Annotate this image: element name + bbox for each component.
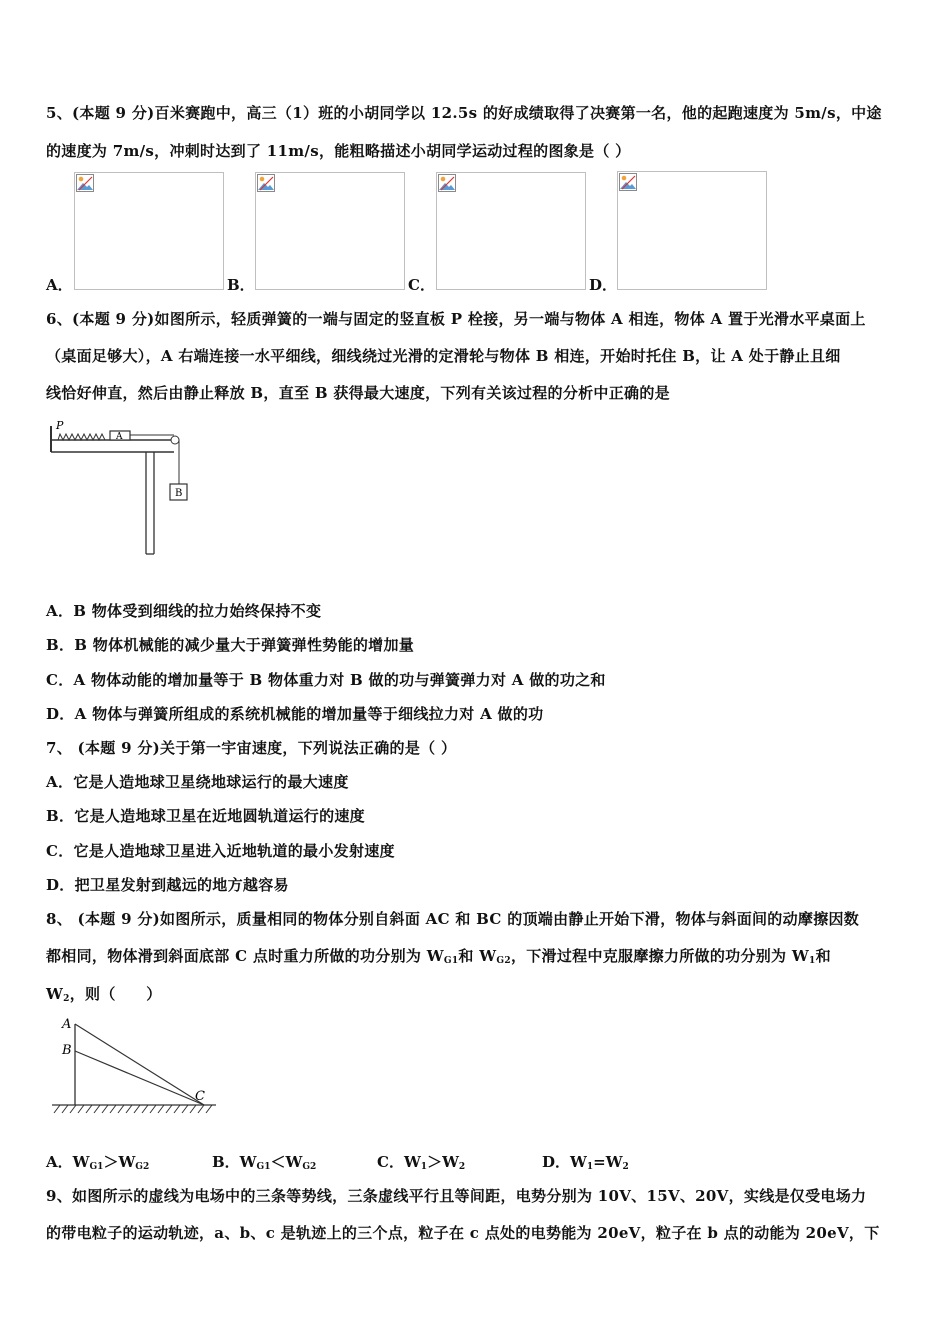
q8-line2-sub-g1: G1 [443,956,459,966]
q8-opt-b-pre: B．W [212,1153,257,1171]
q8-opt-c-sub2: 2 [458,1162,466,1172]
q8-text-line2 [46,945,831,966]
q8-opt-d-sub2: 2 [622,1162,629,1172]
q8-opt-c-mid: ＞W [427,1153,459,1171]
q8-label-a: A [62,1017,72,1032]
q6-spring-pulley-figure [46,418,206,558]
q8-opt-a-pre: A．W [46,1153,90,1171]
q5-option-a-label: A． [46,276,73,294]
q5-option-c-label: C． [408,276,435,294]
q8-option-d [542,1151,629,1172]
q6-label-b: B [175,488,183,499]
q5-option-b-image [255,172,405,290]
q7-option-b: B．它是人造地球卫星在近地圆轨道运行的速度 [46,807,365,825]
q8-opt-d-sub1: 1 [586,1162,594,1172]
q5-option-c-image [436,172,586,290]
q8-opt-b-mid: ＜W [270,1153,303,1171]
q8-line2-part-b: 和 W [458,947,497,965]
q5-option-b-label: B． [227,276,255,294]
q8-line3-sub-2: 2 [63,994,70,1004]
q8-opt-b-sub2: G2 [302,1162,317,1172]
q8-line2-sub-g2: G2 [496,956,511,966]
broken-image-icon [257,174,275,192]
q8-opt-c-sub1: 1 [420,1162,428,1172]
q9-text-line1: 9、如图所示的虚线为电场中的三条等势线，三条虚线平行且等间距，电势分别为 10V、15V、20V，实线是仅受电场力 [46,1187,867,1205]
q7-text-line1: 7、 (本题 9 分)关于第一宇宙速度，下列说法正确的是（ ） [46,739,457,757]
q9-text-line2: 的带电粒子的运动轨迹，a、b、c 是轨迹上的三个点，粒子在 c 点处的电势能为 20eV，粒子在 b 点的动能为 20eV，下 [46,1224,880,1242]
q8-opt-b-sub1: G1 [256,1162,271,1172]
q8-option-c [377,1151,465,1172]
q6-option-d: D．A 物体与弹簧所组成的系统机械能的增加量等于细线拉力对 A 做的功 [46,705,544,723]
broken-image-icon [438,174,456,192]
q8-text-line1: 8、 (本题 9 分)如图所示，质量相同的物体分别自斜面 AC 和 BC 的顶端由静止开始下滑，物体与斜面间的动摩擦因数 [46,910,860,928]
q8-line2-part-c: ，下滑过程中克服摩擦力所做的功分别为 W [510,947,810,965]
q8-label-c: C [195,1089,205,1104]
q5-text-line1: 5、(本题 9 分)百米赛跑中，高三（1）班的小胡同学以 12.5s 的好成绩取得了决赛第一名，他的起跑速度为 5m/s，中途 [46,104,882,122]
q5-option-d-image [617,171,767,290]
q8-line2-sub-1: 1 [809,956,816,966]
q8-option-a [46,1151,149,1172]
q8-opt-c-pre: C．W [377,1153,421,1171]
q5-option-a-image [74,172,224,290]
q8-text-line3 [46,983,162,1004]
q8-line2-part-a: 都相同，物体滑到斜面底部 C 点时重力所做的功分别为 W [46,947,444,965]
q6-option-b: B．B 物体机械能的减少量大于弹簧弹性势能的增加量 [46,636,415,654]
q8-opt-d-pre: D．W [542,1153,587,1171]
q8-opt-a-sub2: G2 [135,1162,150,1172]
q5-text-line2: 的速度为 7m/s，冲刺时达到了 11m/s，能粗略描述小胡同学运动过程的图象是（ ） [46,142,631,160]
q8-line2-part-d: 和 [815,947,831,965]
q6-option-c: C．A 物体动能的增加量等于 B 物体重力对 B 做的功与弹簧弹力对 A 做的功之和 [46,671,606,689]
q8-opt-a-sub1: G1 [89,1162,104,1172]
q6-label-a: A [116,432,123,442]
q8-label-b: B [62,1043,72,1058]
broken-image-icon [619,173,637,191]
q8-opt-d-mid: =W [593,1153,623,1171]
q7-option-d: D．把卫星发射到越远的地方越容易 [46,876,289,894]
q7-option-a: A．它是人造地球卫星绕地球运行的最大速度 [46,773,349,791]
q7-option-c: C．它是人造地球卫星进入近地轨道的最小发射速度 [46,842,395,860]
q8-incline-figure [46,1012,226,1124]
q6-text-line3: 线恰好伸直，然后由静止释放 B，直至 B 获得最大速度，下列有关该过程的分析中正确的是 [46,384,670,402]
q8-opt-a-mid: ＞W [103,1153,136,1171]
q6-text-line2: （桌面足够大），A 右端连接一水平细线，细线绕过光滑的定滑轮与物体 B 相连，开始时托住 B，让 A 处于静止且细 [46,347,841,365]
broken-image-icon [76,174,94,192]
q6-text-line1: 6、(本题 9 分)如图所示，轻质弹簧的一端与固定的竖直板 P 栓接，另一端与物体 A 相连，物体 A 置于光滑水平桌面上 [46,310,866,328]
q6-label-p: P [56,419,64,432]
q8-line3-part-b: ，则（ ） [69,985,162,1003]
q8-line3-part-a: W [46,985,64,1003]
q5-option-d-label: D． [589,276,618,294]
q6-option-a: A．B 物体受到细线的拉力始终保持不变 [46,602,322,620]
q8-option-b [212,1151,316,1172]
